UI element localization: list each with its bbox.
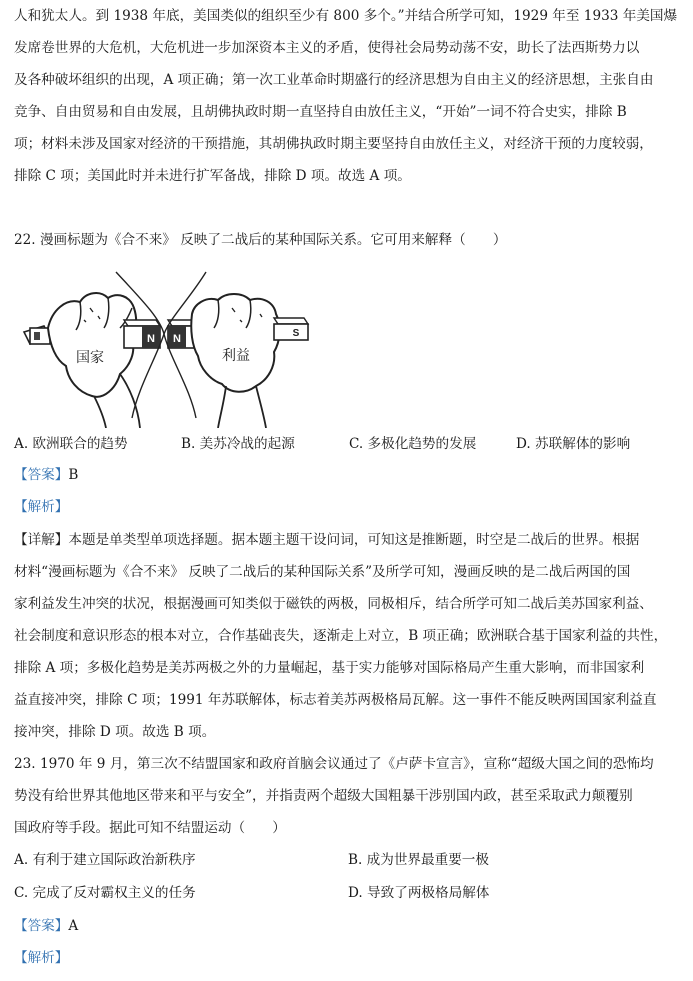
q23-stem-line: 23. 1970 年 9 月，第三次不结盟国家和政府首脑会议通过了《卢萨卡宣言》，宣称“超级大国之间的恐怖均 xyxy=(14,756,654,772)
q21-text-line: 项；材料未涉及国家对经济的干预措施，其胡佛执政时期主要坚持自由放任主义，对经济干预的力度较弱， xyxy=(14,136,653,152)
q21-text-line: 竞争、自由贸易和自由发展，且胡佛执政时期一直坚持自由放任主义，“开始”一词不符合史实，排除 B xyxy=(14,104,627,120)
q23-answer xyxy=(14,916,687,936)
answer-tag: 【答案】 xyxy=(14,918,69,934)
q23-stem-line: 国政府等手段。据此可知不结盟运动（ ） xyxy=(14,820,286,836)
q22-analysis-heading xyxy=(14,497,687,517)
detail-tag: 【详解】 xyxy=(14,532,69,548)
q22-detail-line xyxy=(14,530,687,550)
answer-tag: 【答案】 xyxy=(14,467,69,483)
q22-detail-line: 家利益发生冲突的状况，根据漫画可知类似于磁铁的两极，同极相斥，结合所学可知二战后美苏国家利益、 xyxy=(14,596,653,612)
q22-detail-line: 排除 A 项；多极化趋势是美苏两极之外的力量崛起，基于实力能够对国际格局产生重大影响，而非国家利 xyxy=(14,660,645,676)
q22-option-a[interactable]: A. 欧洲联合的趋势 xyxy=(14,436,128,452)
q23-option-b[interactable]: B. 成为世界最重要一极 xyxy=(348,852,489,868)
q22-option-d[interactable]: D. 苏联解体的影响 xyxy=(516,436,631,452)
q22-detail-line: 接冲突，排除 D 项。故选 B 项。 xyxy=(14,724,216,740)
q22-detail-line: 益直接冲突，排除 C 项；1991 年苏联解体，标志着美苏两极格局瓦解。这一事件不能反映两国国家利益直 xyxy=(14,692,657,708)
q22-detail-line: 社会制度和意识形态的根本对立，合作基础丧失，逐渐走上对立，B 项正确；欧洲联合基于国家利益的共性， xyxy=(14,628,668,644)
q23-option-a[interactable]: A. 有利于建立国际政治新秩序 xyxy=(14,852,196,868)
cartoon-label-country: 国家 xyxy=(76,350,104,366)
q21-text-line: 人和犹太人。到 1938 年底，美国类似的组织至少有 800 多个。”并结合所学可知，1929 年至 1933 年美国爆 xyxy=(14,8,678,24)
q23-analysis-heading xyxy=(14,948,687,968)
q22-detail-line: 材料“漫画标题为《合不来》 反映了二战后的某种国际关系”及所学可知，漫画反映的是二战后两国的国 xyxy=(14,564,631,580)
q22-option-c[interactable]: C. 多极化趋势的发展 xyxy=(349,436,477,452)
q21-text-line: 及各种破坏组织的出现，A 项正确；第一次工业革命时期盛行的经济思想为自由主义的经济思想，主张自由 xyxy=(14,72,654,88)
q21-text-line: 排除 C 项；美国此时并未进行扩军备战，排除 D 项。故选 A 项。 xyxy=(14,168,411,184)
q22-stem: 22. 漫画标题为《合不来》 反映了二战后的某种国际关系。它可用来解释（ ） xyxy=(14,232,507,248)
q23-option-c[interactable]: C. 完成了反对霸权主义的任务 xyxy=(14,885,196,901)
q22-answer xyxy=(14,465,687,485)
answer-value: A xyxy=(68,918,79,934)
answer-value: B xyxy=(68,467,79,483)
q22-option-b[interactable]: B. 美苏冷战的起源 xyxy=(181,436,295,452)
cartoon-magnets-image xyxy=(20,268,310,428)
q21-text-line: 发席卷世界的大危机，大危机进一步加深资本主义的矛盾，使得社会局势动荡不安，助长了法西斯势力以 xyxy=(14,40,640,56)
cartoon-label-interest: 利益 xyxy=(222,348,250,364)
q23-stem-line: 势没有给世界其他地区带来和平与安全”，并指责两个超级大国粗暴干涉别国内政，甚至采取武力颠覆别 xyxy=(14,788,633,804)
analysis-tag: 【解析】 xyxy=(14,499,69,515)
q23-option-d[interactable]: D. 导致了两极格局解体 xyxy=(348,885,490,901)
magnet-left-pole-label: N xyxy=(147,333,155,345)
detail-text: 本题是单类型单项选择题。据本题主题干设问词，可知这是推断题，时空是二战后的世界。根据 xyxy=(68,532,640,548)
analysis-tag: 【解析】 xyxy=(14,950,69,966)
right-end-pole-label: S xyxy=(292,328,300,339)
magnet-right-pole-label: N xyxy=(173,333,181,345)
